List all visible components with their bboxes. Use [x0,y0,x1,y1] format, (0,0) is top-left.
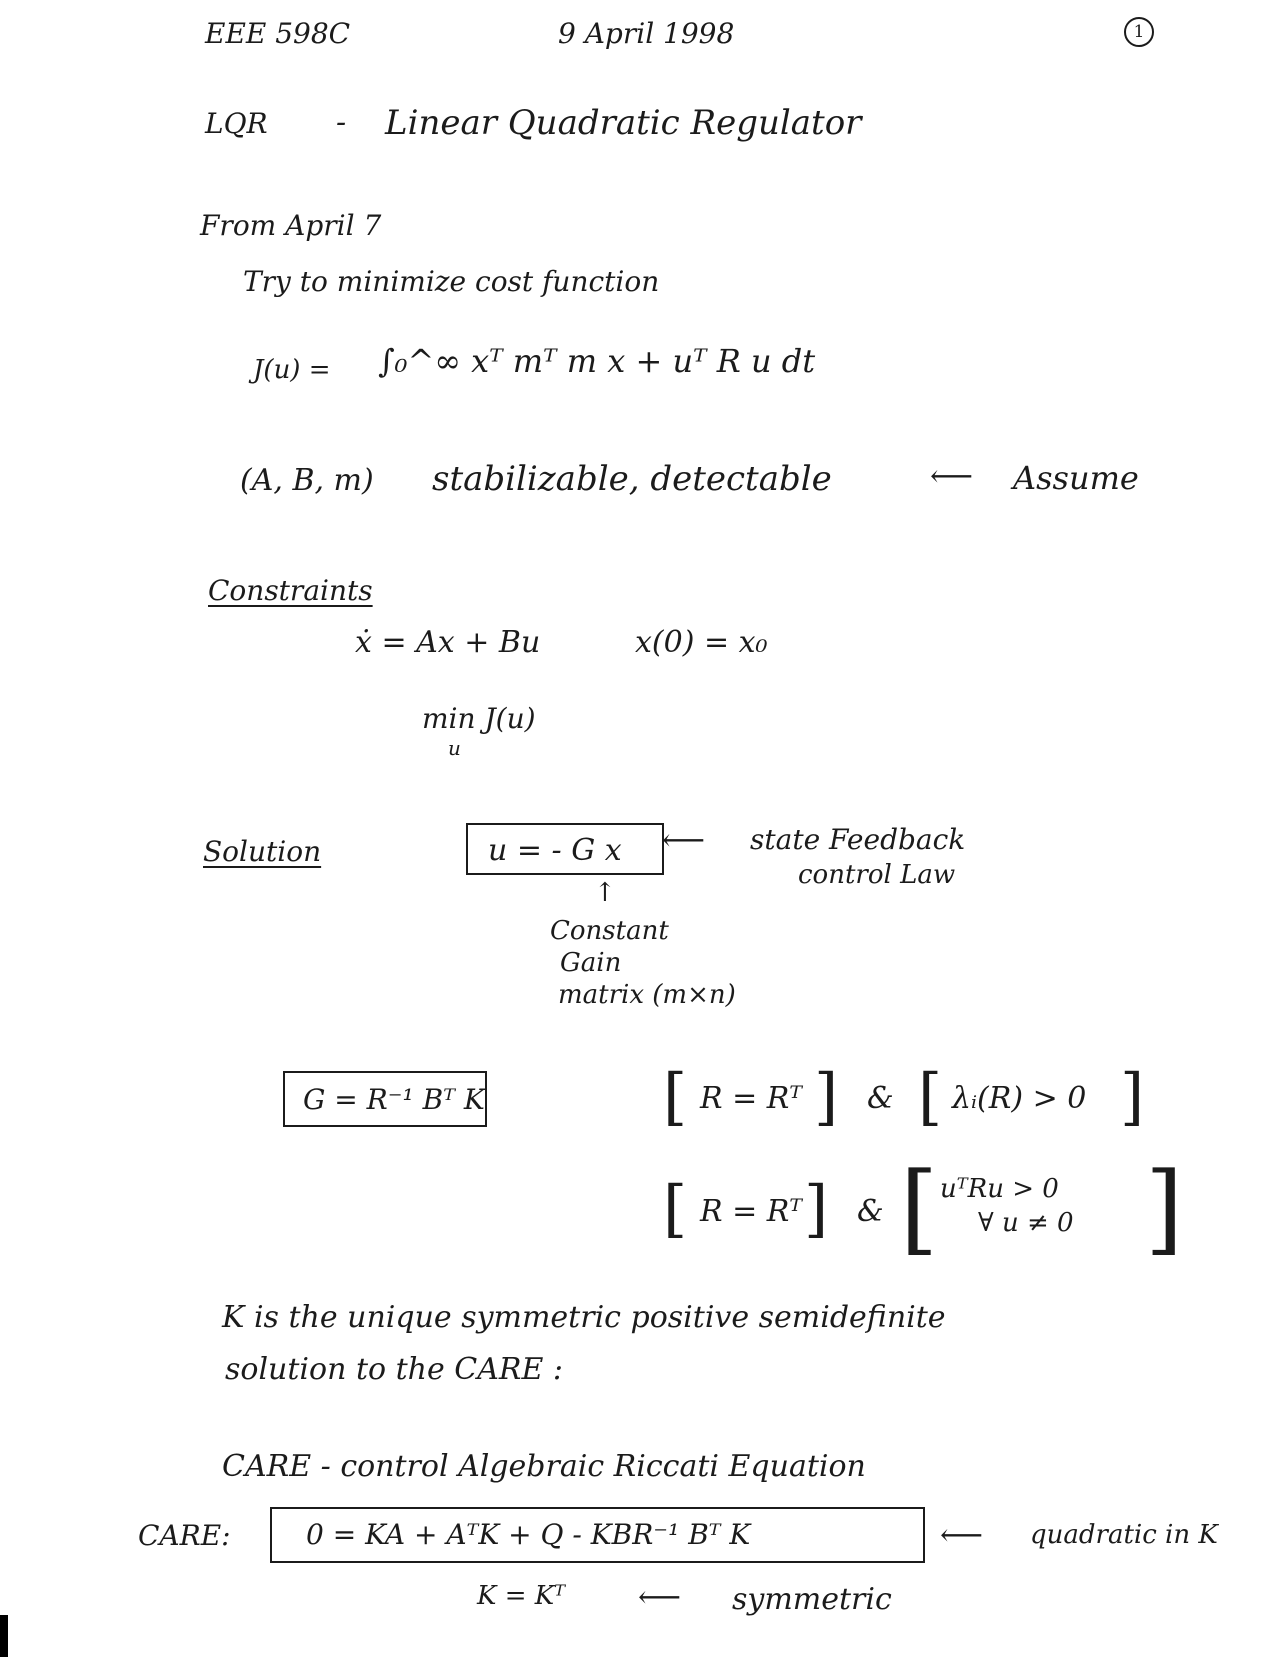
cond1-left-open-bracket: [ [663,1060,688,1133]
scan-edge-mark [0,1615,8,1657]
law-note-2: control Law [798,860,956,890]
cond2-and: & [857,1194,884,1229]
cond2-left-open-bracket: [ [663,1172,688,1245]
from-line: From April 7 [200,209,382,242]
assume-label: Assume [1013,459,1139,497]
gain-up-arrow: ↑ [594,878,616,908]
gain-formula: G = R⁻¹ Bᵀ K [303,1083,485,1116]
care-symmetric-note: symmetric [732,1582,892,1617]
solution-heading: Solution [203,835,322,868]
gain-note-1: Constant [550,916,669,946]
dynamics-equation: ẋ = Ax + Bu [355,625,541,660]
title-dash: - [336,105,347,140]
note-date: 9 April 1998 [558,17,735,50]
cond2-right-top: uᵀRu > 0 [940,1174,1059,1204]
cost-rhs: ∫₀^∞ xᵀ mᵀ m x + uᵀ R u dt [378,342,816,380]
page-number: 1 [1124,17,1154,47]
cond1-right-open-bracket: [ [918,1060,943,1133]
cond1-right-close-bracket: ] [1120,1060,1145,1133]
care-prefix: CARE: [138,1519,231,1552]
assume-system: (A, B, m) [240,463,374,498]
care-symmetry-arrow: ⟵ [638,1580,682,1615]
title-full: Linear Quadratic Regulator [385,103,862,143]
cond1-right: λᵢ(R) > 0 [952,1081,1087,1116]
assume-arrow: ⟵ [930,459,974,494]
assume-properties: stabilizable, detectable [432,459,832,499]
care-definition: CARE - control Algebraic Riccati Equation [222,1449,866,1484]
gain-note-3: matrix (m×n) [558,980,736,1010]
try-line: Try to minimize cost function [243,265,660,298]
care-arrow: ⟵ [940,1518,984,1553]
cond2-right-close-bracket: ] [1145,1152,1184,1266]
law-note-1: state Feedback [750,823,966,856]
cond2-left: R = Rᵀ [700,1194,802,1229]
cond2-right-bottom: ∀ u ≠ 0 [978,1208,1074,1238]
k-description-line-2: solution to the CARE : [225,1352,564,1387]
care-symmetry: K = Kᵀ [477,1581,566,1611]
title-abbr: LQR [205,107,268,140]
control-law-arrow: ⟵ [662,823,706,858]
cond1-left: R = Rᵀ [700,1081,802,1116]
cond2-left-close-bracket: ] [804,1172,829,1245]
cond1-left-close-bracket: ] [814,1060,839,1133]
control-law: u = - G x [488,833,622,868]
objective-subscript: u [448,736,461,760]
gain-note-2: Gain [560,948,622,978]
objective-min: min J(u) [422,702,536,735]
k-description-line-1: K is the unique symmetric positive semidefinite [222,1300,946,1335]
course-code: EEE 598C [205,17,351,50]
care-equation: 0 = KA + AᵀK + Q - KBR⁻¹ Bᵀ K [306,1518,751,1551]
cost-lhs: J(u) = [253,355,331,385]
care-quadratic-note: quadratic in K [1030,1520,1218,1550]
cond2-right-open-bracket: [ [900,1152,939,1266]
initial-condition: x(0) = x₀ [635,625,768,660]
constraints-heading: Constraints [208,574,373,607]
cond1-and: & [867,1081,894,1116]
